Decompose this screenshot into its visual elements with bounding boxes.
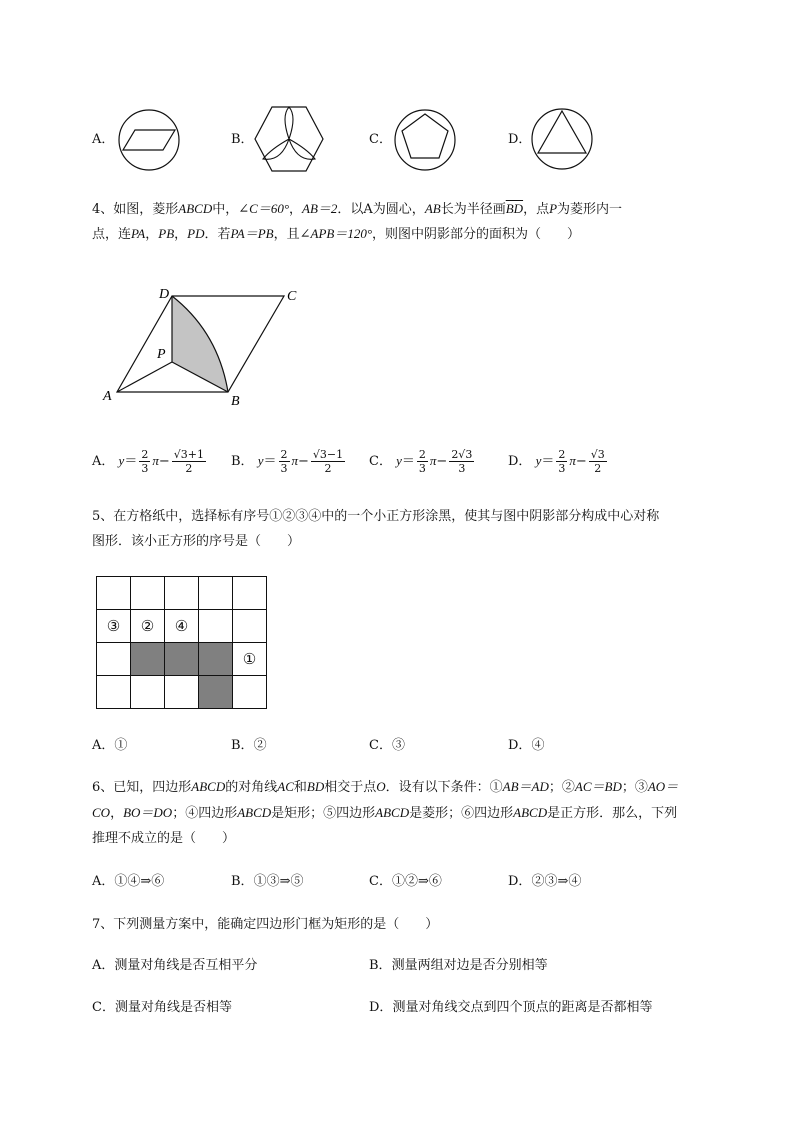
option-value: ④ xyxy=(531,738,545,753)
math-minus: − xyxy=(436,454,448,469)
q4-label-p: P xyxy=(157,347,166,362)
q6-math: O xyxy=(376,779,386,794)
q3-option-a-label: A． xyxy=(92,132,115,147)
q6-stem-line2 xyxy=(92,801,677,826)
option-label: C． xyxy=(369,454,392,469)
q4-math: P xyxy=(549,201,558,216)
q4-math: PB xyxy=(158,226,175,241)
grid-cell-mark-2: ② xyxy=(131,610,165,643)
option-value: 测量对角线是否互相平分 xyxy=(114,958,258,973)
q6-option-c xyxy=(369,872,442,892)
q4-text: ，则图中阴影部分的面积为（ ） xyxy=(372,227,581,242)
math-minus: − xyxy=(158,454,170,469)
frac-den: 3 xyxy=(280,462,288,475)
option-label: A． xyxy=(92,958,115,973)
q4-text: ．以A为圆心， xyxy=(337,202,425,217)
q4-math: PA＝PB xyxy=(230,226,274,241)
q6-math: ABCD xyxy=(375,805,410,820)
option-value: ①③⇒⑤ xyxy=(253,874,304,889)
math-y: y xyxy=(257,453,264,468)
q6-text: ；③ xyxy=(621,780,648,795)
q4-text: ，且 xyxy=(273,227,300,242)
q4-text: 长为半径画 xyxy=(440,202,506,217)
q3-options-row xyxy=(0,100,794,180)
option-value: 测量对角线交点到四个顶点的距离是否都相等 xyxy=(392,1000,653,1015)
q6-math: BO＝DO xyxy=(123,805,173,820)
q3-option-c-label: C． xyxy=(369,132,392,147)
math-eq: ＝ xyxy=(263,454,277,469)
grid-cell-mark-4: ④ xyxy=(165,610,199,643)
fraction xyxy=(311,448,345,475)
option-label: C． xyxy=(369,874,392,889)
option-label: D． xyxy=(508,874,532,889)
q4-text: ， xyxy=(174,227,188,242)
math-pi: π xyxy=(429,453,437,468)
q4-math: AB xyxy=(424,201,441,216)
grid-cell xyxy=(199,577,233,610)
q4-label-c: C xyxy=(287,289,297,304)
q6-stem-line3: 推理不成立的是（ ） xyxy=(92,831,236,846)
math-pi: π xyxy=(291,453,299,468)
q4-option-c xyxy=(369,448,476,475)
q6-math: ABCD xyxy=(513,805,548,820)
fraction xyxy=(279,448,290,475)
q4-math: AB＝2 xyxy=(302,201,338,216)
q5-grid xyxy=(96,576,267,709)
q5-stem-line1: 5、在方格纸中，选择标有序号①②③④中的一个小正方形涂黑，使其与图中阴影部分构成中心对称 xyxy=(92,509,660,524)
option-label: D． xyxy=(508,454,532,469)
grid-cell-shaded xyxy=(131,643,165,676)
grid-cell xyxy=(131,577,165,610)
math-eq: ＝ xyxy=(124,454,138,469)
q6-option-d xyxy=(508,872,581,892)
fraction xyxy=(556,448,567,475)
option-label: A． xyxy=(92,874,115,889)
fraction xyxy=(589,448,607,475)
q6-text: 是正方形．那么，下列 xyxy=(547,806,678,821)
option-label: D． xyxy=(369,1000,393,1015)
fraction xyxy=(417,448,428,475)
frac-num: √3+1 xyxy=(173,448,204,461)
option-value: ②③⇒④ xyxy=(531,874,582,889)
q4-option-a xyxy=(92,448,208,475)
q3-option-d-figure xyxy=(530,107,594,171)
q6-text: ．设有以下条件：① xyxy=(385,780,503,795)
grid-cell-shaded xyxy=(199,643,233,676)
grid-cell xyxy=(233,577,267,610)
frac-den: 2 xyxy=(324,462,332,475)
q6-text: 是矩形；⑤四边形 xyxy=(271,806,376,821)
frac-num: √3−1 xyxy=(312,448,344,461)
q6-text: 的对角线 xyxy=(225,780,278,795)
option-label: C． xyxy=(369,738,392,753)
grid-cell xyxy=(131,676,165,709)
q5-option-d xyxy=(508,736,544,756)
option-label: B． xyxy=(369,958,392,973)
frac-den: 2 xyxy=(594,462,602,475)
q4-arc-bd: $\overline{BD}$ xyxy=(505,201,524,216)
q4-stem-line2 xyxy=(92,222,580,247)
frac-den: 3 xyxy=(558,462,566,475)
q4-text: ，点 xyxy=(523,202,550,217)
q6-math: ABCD xyxy=(237,805,272,820)
fraction xyxy=(139,448,150,475)
q5-option-b xyxy=(231,736,267,756)
q7-option-d xyxy=(369,998,652,1018)
q6-math: AC xyxy=(277,779,294,794)
q6-math: AB＝AD xyxy=(502,779,549,794)
option-label: B． xyxy=(231,454,254,469)
grid-cell xyxy=(233,676,267,709)
math-minus: − xyxy=(575,454,587,469)
q4-math: ∠APB＝120° xyxy=(299,226,373,241)
grid-row xyxy=(97,577,267,610)
grid-cell-mark-1: ① xyxy=(233,643,267,676)
q4-text: 为菱形内一 xyxy=(557,202,623,217)
q4-math: PA xyxy=(131,226,146,241)
frac-num: 2√3 xyxy=(451,448,473,461)
frac-num: 2 xyxy=(558,448,566,461)
math-minus: − xyxy=(298,454,309,469)
q3-option-b-label: B． xyxy=(231,132,254,147)
frac-den: 3 xyxy=(458,462,466,475)
q4-text: ， xyxy=(289,202,303,217)
option-label: A． xyxy=(92,454,115,469)
grid-cell xyxy=(97,676,131,709)
q4-label-d: D xyxy=(159,287,170,302)
q4-label-b: B xyxy=(231,394,240,409)
q4-rhombus-figure xyxy=(100,284,310,409)
math-eq: ＝ xyxy=(541,454,555,469)
grid-cell xyxy=(165,577,199,610)
q5-stem-line2: 图形．该小正方形的序号是（ ） xyxy=(92,534,301,549)
q6-math: BD xyxy=(306,779,325,794)
q6-option-a xyxy=(92,872,164,892)
option-label: C． xyxy=(92,1000,115,1015)
math-eq: ＝ xyxy=(401,454,415,469)
grid-cell-shaded xyxy=(199,676,233,709)
q7-option-c xyxy=(92,998,232,1018)
q6-text: ；② xyxy=(548,780,575,795)
option-value: ① xyxy=(114,738,128,753)
math-y: y xyxy=(396,453,402,468)
q6-text: 是菱形；⑥四边形 xyxy=(409,806,514,821)
q4-math: ∠C＝60° xyxy=(238,201,290,216)
q5-option-c xyxy=(369,736,405,756)
q6-stem-line1 xyxy=(92,775,678,800)
grid-cell-shaded xyxy=(165,643,199,676)
grid-row xyxy=(97,643,267,676)
fraction xyxy=(449,448,474,475)
option-value: ①②⇒⑥ xyxy=(391,874,442,889)
grid-cell-mark-3: ③ xyxy=(97,610,131,643)
grid-row xyxy=(97,610,267,643)
frac-den: 2 xyxy=(185,462,193,475)
grid-cell xyxy=(97,643,131,676)
q4-text: 4、如图，菱形 xyxy=(92,202,179,217)
q7-stem: 7、下列测量方案中，能确定四边形门框为矩形的是（ ） xyxy=(92,917,439,932)
option-label: D． xyxy=(508,738,532,753)
q3-option-b-figure xyxy=(253,104,325,174)
q6-text: 和 xyxy=(293,780,307,795)
q4-math: ABCD xyxy=(178,201,213,216)
q6-math: AC＝BD xyxy=(574,779,622,794)
q7-option-a xyxy=(92,956,257,976)
q4-math: PD xyxy=(187,226,205,241)
q4-text: ．若 xyxy=(204,227,231,242)
q3-option-a-figure xyxy=(115,108,183,172)
option-label: B． xyxy=(231,874,254,889)
q4-option-d xyxy=(508,448,609,475)
q4-label-a: A xyxy=(103,389,112,404)
q6-text: 相交于点 xyxy=(324,780,377,795)
q6-math: ABCD xyxy=(191,779,226,794)
q4-option-b xyxy=(231,448,347,475)
q4-text: ， xyxy=(145,227,159,242)
q3-option-c-figure xyxy=(392,108,458,172)
math-pi: π xyxy=(569,453,576,468)
option-value: ② xyxy=(253,738,267,753)
frac-den: 3 xyxy=(141,462,149,475)
frac-den: 3 xyxy=(418,462,426,475)
option-value: ①④⇒⑥ xyxy=(114,874,165,889)
q4-text: 点，连 xyxy=(92,227,132,242)
fraction xyxy=(172,448,206,475)
option-value: 测量对角线是否相等 xyxy=(114,1000,232,1015)
q6-text: ；④四边形 xyxy=(172,806,238,821)
math-y: y xyxy=(118,453,125,468)
frac-num: 2 xyxy=(280,448,288,461)
q4-text: 中， xyxy=(212,202,239,217)
q6-text: 6、已知，四边形 xyxy=(92,780,192,795)
q6-option-b xyxy=(231,872,303,892)
q6-text: ， xyxy=(110,806,124,821)
grid-cell xyxy=(165,676,199,709)
option-value: ③ xyxy=(391,738,405,753)
q6-math: CO xyxy=(92,805,111,820)
option-value: 测量两组对边是否分别相等 xyxy=(391,958,548,973)
q4-stem-line1 xyxy=(92,197,622,222)
q6-math: AO＝ xyxy=(647,779,679,794)
grid-cell xyxy=(233,610,267,643)
q5-option-a xyxy=(92,736,127,756)
grid-row xyxy=(97,676,267,709)
frac-num: √3 xyxy=(590,448,605,461)
math-y: y xyxy=(535,453,542,468)
frac-num: 2 xyxy=(141,448,149,461)
q7-option-b xyxy=(369,956,548,976)
option-label: A． xyxy=(92,738,115,753)
grid-cell xyxy=(199,610,233,643)
option-label: B． xyxy=(231,738,254,753)
frac-num: 2 xyxy=(418,448,426,461)
q3-option-d-label: D． xyxy=(508,132,532,147)
math-pi: π xyxy=(152,453,159,468)
grid-cell xyxy=(97,577,131,610)
